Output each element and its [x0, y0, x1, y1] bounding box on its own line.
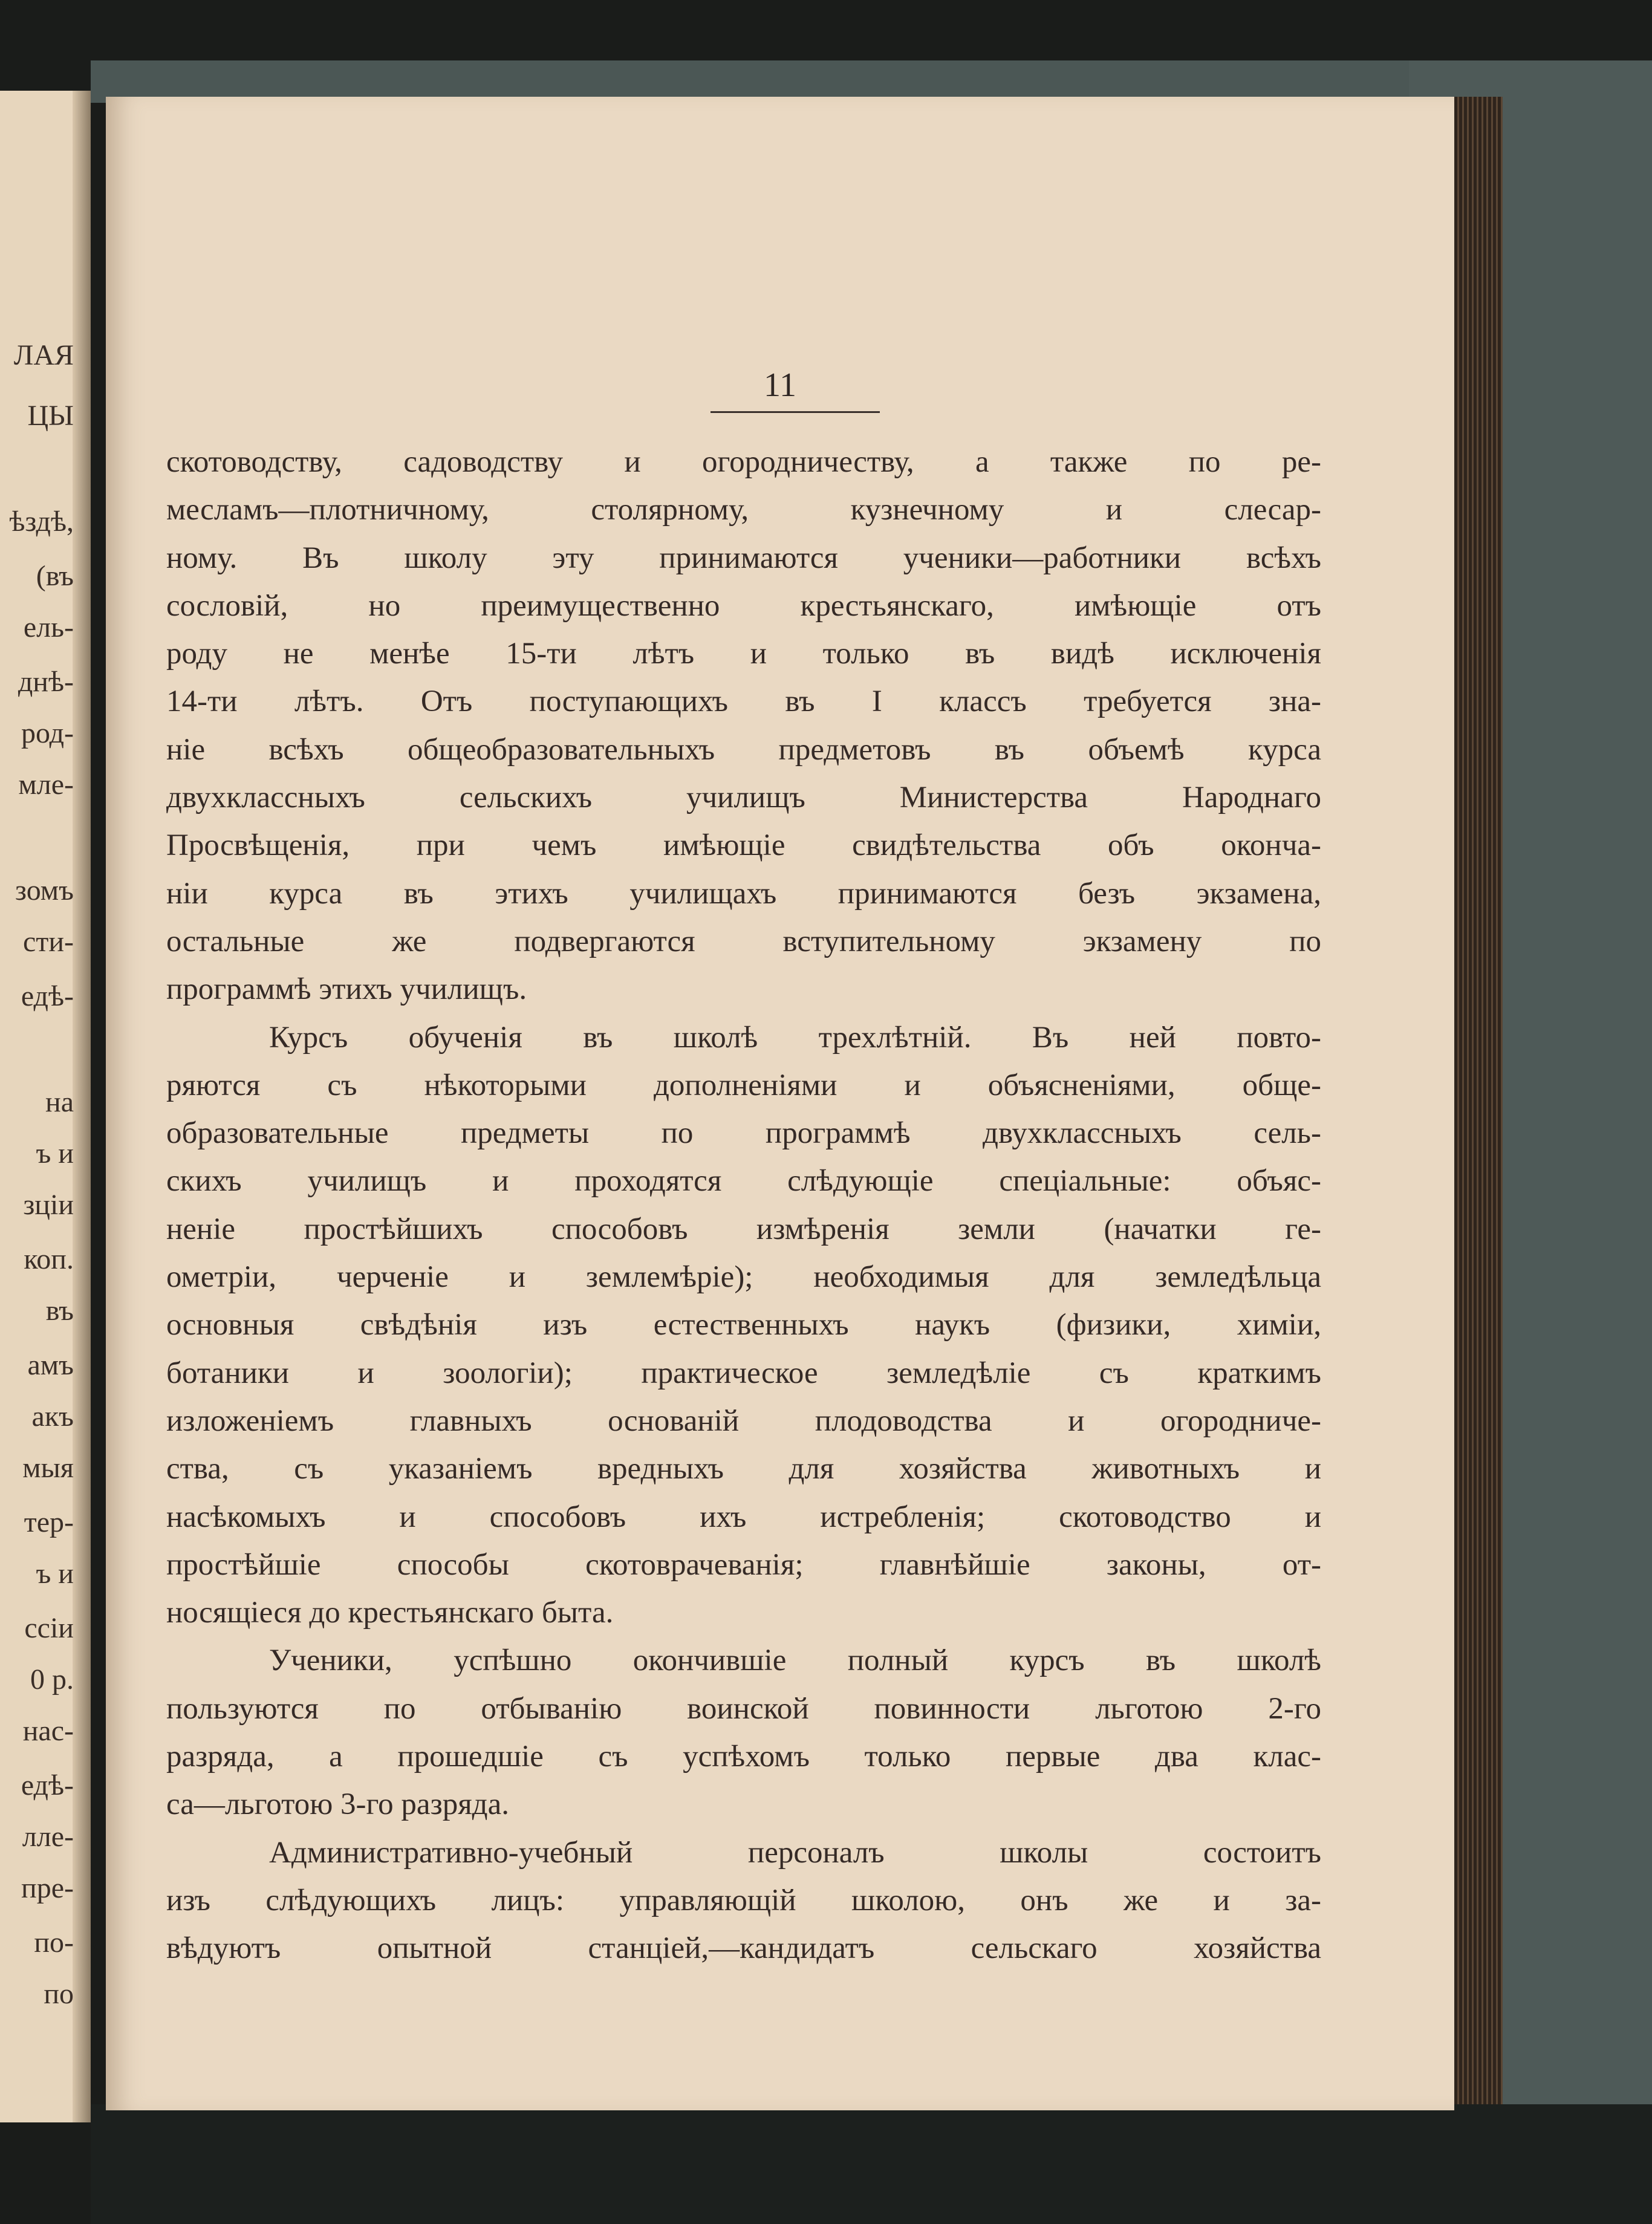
text-line: Просвѣщенія, при чемъ имѣющіе свидѣтельства объ оконча- — [166, 828, 1321, 863]
text-line: 14-ти лѣтъ. Отъ поступающихъ въ I классъ требуется зна- — [166, 684, 1321, 719]
text-line: скотоводству, садоводству и огородничеству, а также по ре- — [166, 445, 1321, 479]
text-line: ботаники и зоологіи); практическое земледѣліе съ краткимъ — [166, 1356, 1321, 1390]
text-line: носящіеся до крестьянскаго быта. — [166, 1596, 614, 1630]
previous-page-line: ѣздѣ, — [9, 506, 74, 538]
previous-page-line: въ — [45, 1295, 74, 1327]
previous-page-line: акъ — [31, 1400, 74, 1432]
previous-page-line: (въ — [36, 560, 74, 592]
previous-page-fragment — [0, 91, 91, 2122]
previous-page-line: ЛАЯ — [13, 339, 74, 371]
text-line: ряются съ нѣкоторыми дополненіями и объясненіями, обще- — [166, 1068, 1321, 1102]
previous-page-line: пре- — [21, 1872, 74, 1904]
page-gutter — [73, 91, 91, 2122]
text-line: са—льготою 3-го разряда. — [166, 1787, 510, 1822]
text-line: разряда, а прошедшіе съ успѣхомъ только первые два клас- — [166, 1740, 1321, 1774]
text-line: пользуются по отбыванію воинской повинности льготою 2-го — [166, 1691, 1321, 1726]
text-line: сословій, но преимущественно крестьянскаго, имѣющіе отъ — [166, 588, 1321, 623]
book-board-bottom — [91, 2104, 1652, 2224]
text-line: роду не менѣе 15-ти лѣтъ и только въ видѣ исключенія — [166, 637, 1321, 671]
paragraph-curriculum — [166, 1014, 1321, 1637]
text-line: программѣ этихъ училищъ. — [166, 972, 527, 1007]
text-line: изъ слѣдующихъ лицъ: управляющій школою, онъ же и за- — [166, 1883, 1321, 1917]
page-body — [166, 438, 1321, 1973]
page-edges — [1454, 97, 1503, 2104]
text-line: ніе всѣхъ общеобразовательныхъ предметовъ въ объемѣ курса — [166, 732, 1321, 767]
page-number: 11 — [764, 366, 796, 404]
previous-page-line: мыя — [22, 1452, 74, 1484]
previous-page-line: по- — [34, 1926, 74, 1959]
text-line: изложеніемъ главныхъ основаній плодоводства и огородниче- — [166, 1403, 1321, 1438]
previous-page-line: род- — [21, 717, 74, 749]
previous-page-line: мле- — [18, 769, 74, 801]
previous-page-line: ъ и — [36, 1558, 74, 1590]
text-line: насѣкомыхъ и способовъ ихъ истребленія; скотоводство и — [166, 1500, 1321, 1534]
previous-page-line: нас- — [22, 1715, 74, 1747]
previous-page-line: ель- — [23, 611, 74, 643]
text-line: простѣйшіе способы скотоврачеванія; главнѣйшіе законы, от- — [166, 1547, 1321, 1582]
previous-page-line: ссіи — [24, 1612, 74, 1644]
text-line: ометріи, черченіе и землемѣріе); необходимыя для земледѣльца — [166, 1260, 1321, 1295]
text-line: неніе простѣйшихъ способовъ измѣренія земли (начатки ге- — [166, 1212, 1321, 1246]
previous-page-line: сти- — [23, 926, 74, 958]
previous-page-line: на — [45, 1086, 74, 1118]
previous-page-line: зціи — [23, 1189, 74, 1221]
text-line: месламъ—плотничному, столярному, кузнечному и слесар- — [166, 493, 1321, 527]
previous-page-line: днѣ- — [18, 666, 74, 698]
previous-page-line: зомъ — [15, 874, 74, 906]
text-line: остальные же подвергаются вступительному экзамену по — [166, 924, 1321, 958]
previous-page-line: ъ и — [36, 1137, 74, 1169]
text-line: ства, съ указаніемъ вредныхъ для хозяйства животныхъ и — [166, 1452, 1321, 1486]
text-line: образовательные предметы по программѣ двухклассныхъ сель- — [166, 1116, 1321, 1151]
previous-page-line: едѣ- — [21, 980, 74, 1012]
paragraph-admission — [166, 438, 1321, 1014]
paragraph-staff — [166, 1829, 1321, 1973]
text-line: Ученики, успѣшно окончившіе полный курсъ въ школѣ — [269, 1644, 1321, 1678]
previous-page-line: едѣ- — [21, 1769, 74, 1801]
page-number-rule — [711, 411, 880, 413]
previous-page-line: коп. — [24, 1243, 74, 1275]
text-line: скихъ училищъ и проходятся слѣдующіе спеціальные: объяс- — [166, 1164, 1321, 1198]
previous-page-line: 0 р. — [30, 1663, 74, 1696]
text-line: вѣдуютъ опытной станціей,—кандидатъ сельскаго хозяйства — [166, 1931, 1321, 1966]
previous-page-line: ЦЫ — [27, 400, 74, 432]
previous-page-line: по — [44, 1978, 74, 2010]
paragraph-privileges — [166, 1637, 1321, 1829]
text-line: ніи курса въ этихъ училищахъ принимаются безъ экзамена, — [166, 876, 1321, 911]
previous-page-line: тер- — [24, 1506, 74, 1538]
text-line: Административно-учебный персоналъ школы состоитъ — [269, 1835, 1321, 1870]
text-line: основныя свѣдѣнія изъ естественныхъ наукъ (физики, химіи, — [166, 1308, 1321, 1342]
previous-page-line: лле- — [22, 1821, 74, 1853]
text-line: ному. Въ школу эту принимаются ученики—работники всѣхъ — [166, 541, 1321, 575]
previous-page-line: амъ — [27, 1349, 74, 1381]
text-line: Курсъ обученія въ школѣ трехлѣтній. Въ ней повто- — [269, 1020, 1321, 1055]
text-line: двухклассныхъ сельскихъ училищъ Министерства Народнаго — [166, 781, 1321, 815]
book-page — [106, 97, 1454, 2110]
